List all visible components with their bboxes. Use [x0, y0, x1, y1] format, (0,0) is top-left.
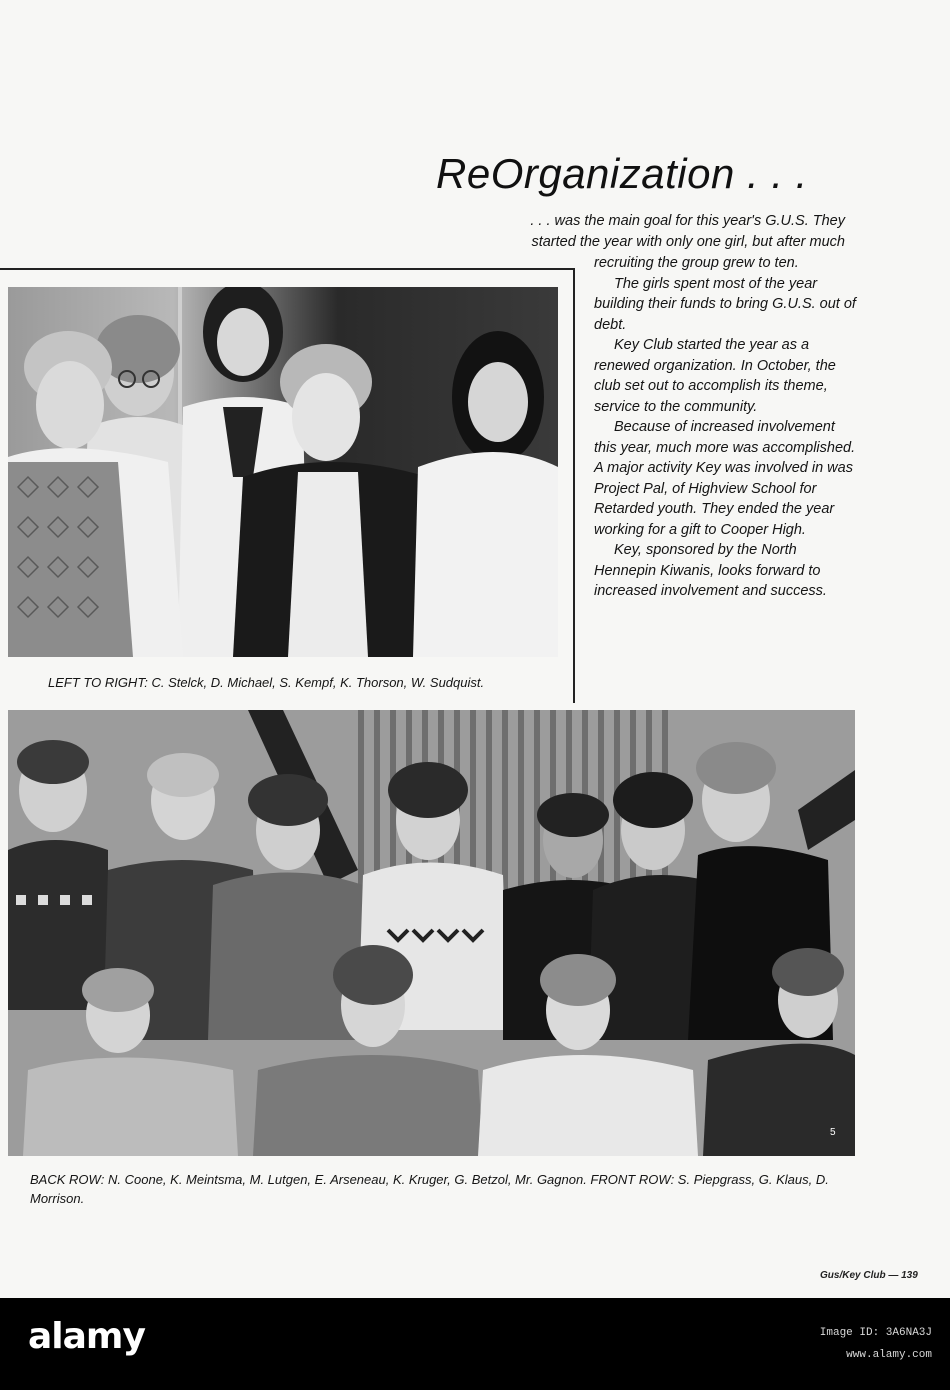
photo-corner-number: 5 [830, 1127, 836, 1138]
page-title: ReOrganization . . . [436, 150, 808, 197]
page-footer: Gus/Key Club — 139 [820, 1270, 918, 1281]
body-paragraph-1: recruiting the group grew to ten. [594, 255, 799, 271]
image-id-label: Image ID: 3A6NA3J [819, 1327, 932, 1339]
intro-line-1: . . . was the main goal for this year's G.U.S. They [530, 213, 845, 229]
body-paragraph-3: Key Club started the year as a renewed organization. In October, the club set out to accomplish its theme, service to the community. [594, 337, 836, 415]
stock-site-url[interactable]: www.alamy.com [846, 1349, 932, 1361]
alamy-logo: alamy [28, 1316, 145, 1357]
key-club-photo-caption: BACK ROW: N. Coone, K. Meintsma, M. Lutgen, E. Arseneau, K. Kruger, G. Betzol, Mr. Gagnon. FRONT ROW: S. Piepgrass, G. Klaus, D. Morrison. [30, 1172, 829, 1206]
gus-group-photo [8, 287, 558, 657]
gus-photo-caption: LEFT TO RIGHT: C. Stelck, D. Michael, S. Kempf, K. Thorson, W. Sudquist. [48, 675, 485, 690]
intro-text [405, 211, 845, 253]
body-paragraph-4: Because of increased involvement this year, much more was accomplished. A major activity Key was involved in was Project Pal, of Highview School for Retarded youth. They ended the year working for a gift to Cooper High. [594, 419, 856, 538]
intro-line-2: started the year with only one girl, but after much [531, 234, 845, 250]
body-paragraph-2: The girls spent most of the year building their funds to bring G.U.S. out of debt. [594, 275, 856, 333]
key-club-group-photo [8, 710, 855, 1156]
body-paragraph-5: Key, sponsored by the North Hennepin Kiwanis, looks forward to increased involvement and success. [594, 542, 827, 599]
body-column [594, 253, 856, 602]
